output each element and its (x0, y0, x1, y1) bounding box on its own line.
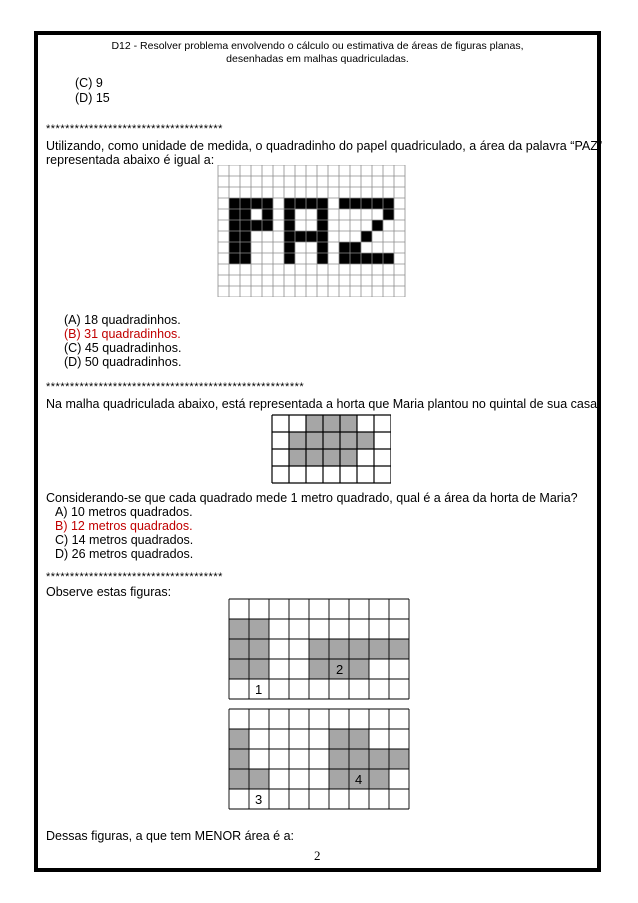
page-number: 2 (314, 848, 321, 863)
paz-letter-cell (339, 242, 350, 253)
figure-shaded-cell (349, 639, 369, 659)
horta-cell (323, 449, 340, 466)
paz-letter-cell (361, 231, 372, 242)
figure-shaded-cell (329, 749, 349, 769)
figure-shaded-cell (369, 749, 389, 769)
figure-shaded-cell (229, 729, 249, 749)
paz-letter-cell (284, 198, 295, 209)
figure-shaded-cell (349, 659, 369, 679)
paz-letter-cell (229, 198, 240, 209)
paz-letter-cell (306, 231, 317, 242)
paz-letter-cell (372, 220, 383, 231)
paz-letter-cell (229, 253, 240, 264)
horta-cell (306, 415, 323, 432)
horta-cell (340, 449, 357, 466)
paz-letter-cell (229, 242, 240, 253)
paz-letter-cell (240, 242, 251, 253)
paz-letter-cell (284, 242, 295, 253)
paz-letter-cell (317, 209, 328, 220)
paz-letter-cell (240, 220, 251, 231)
figure-shaded-cell (229, 749, 249, 769)
figures-1-2-grid (228, 597, 412, 701)
paz-letter-cell (295, 198, 306, 209)
paz-letter-cell (262, 220, 273, 231)
q1-option-c: (C) 45 quadradinhos. (64, 341, 182, 355)
figure-shaded-cell (309, 659, 329, 679)
horta-cell (340, 415, 357, 432)
paz-letter-cell (240, 253, 251, 264)
paz-letter-cell (317, 220, 328, 231)
paz-letter-cell (350, 253, 361, 264)
q2-option-a: A) 10 metros quadrados. (55, 505, 193, 519)
paz-letter-cell (240, 198, 251, 209)
q2-option-d: D) 26 metros quadrados. (55, 547, 194, 561)
paz-letter-cell (229, 231, 240, 242)
header-line-1: D12 - Resolver problema envolvendo o cálculo ou estimativa de áreas de figuras planas, (111, 40, 524, 52)
prev-option-d: (D) 15 (75, 91, 110, 105)
horta-cell (306, 449, 323, 466)
figure-label-2: 2 (336, 662, 344, 677)
paz-letter-cell (251, 198, 262, 209)
paz-letter-cell (372, 198, 383, 209)
horta-cell (340, 432, 357, 449)
separator-1: ************************************* (46, 123, 223, 135)
paz-letter-cell (372, 253, 383, 264)
figure-shaded-cell (229, 619, 249, 639)
paz-letter-cell (383, 253, 394, 264)
paz-letter-cell (317, 242, 328, 253)
q2-text: Na malha quadriculada abaixo, está representada a horta que Maria plantou no quintal de sua casa. (46, 397, 601, 411)
paz-letter-cell (350, 198, 361, 209)
paz-letter-cell (361, 253, 372, 264)
paz-letter-cell (383, 198, 394, 209)
separator-2: ****************************************************** (46, 381, 305, 393)
paz-letter-cell (262, 209, 273, 220)
q2-question: Considerando-se que cada quadrado mede 1 metro quadrado, qual é a área da horta de Maria? (46, 491, 578, 505)
horta-cell (357, 432, 374, 449)
paz-letter-cell (383, 209, 394, 220)
q2-option-b: B) 12 metros quadrados. (55, 519, 193, 533)
horta-cell (289, 432, 306, 449)
paz-letter-cell (229, 209, 240, 220)
paz-letter-cell (284, 253, 295, 264)
paz-letter-cell (262, 198, 273, 209)
figure-shaded-cell (329, 729, 349, 749)
paz-letter-cell (317, 231, 328, 242)
figure-label-4: 4 (355, 772, 363, 787)
separator-3: ************************************* (46, 571, 223, 583)
horta-cell (323, 432, 340, 449)
figure-shaded-cell (389, 639, 409, 659)
figure-shaded-cell (349, 729, 369, 749)
paz-letter-cell (284, 209, 295, 220)
figure-shaded-cell (249, 659, 269, 679)
figure-shaded-cell (229, 639, 249, 659)
figures-3-4-grid (228, 707, 412, 811)
paz-letter-cell (339, 198, 350, 209)
paz-letter-cell (350, 242, 361, 253)
paz-letter-cell (317, 253, 328, 264)
paz-letter-cell (361, 198, 372, 209)
horta-cell (289, 449, 306, 466)
paz-letter-cell (284, 220, 295, 231)
figure-shaded-cell (369, 639, 389, 659)
figure-shaded-cell (249, 619, 269, 639)
q3-text: Observe estas figuras: (46, 585, 172, 599)
figure-shaded-cell (229, 659, 249, 679)
paz-grid-figure (216, 165, 406, 297)
figure-shaded-cell (229, 769, 249, 789)
paz-letter-cell (339, 253, 350, 264)
figure-label-1: 1 (255, 682, 263, 697)
header-line-2: desenhadas em malhas quadriculadas. (226, 53, 409, 65)
paz-letter-cell (306, 198, 317, 209)
q2-option-c: C) 14 metros quadrados. (55, 533, 194, 547)
figure-shaded-cell (369, 769, 389, 789)
figure-label-3: 3 (255, 792, 263, 807)
horta-cell (323, 415, 340, 432)
horta-grid-figure (271, 414, 391, 486)
figure-shaded-cell (249, 769, 269, 789)
figure-shaded-cell (349, 749, 369, 769)
figure-shaded-cell (389, 749, 409, 769)
q3-question: Dessas figuras, a que tem MENOR área é a: (46, 829, 295, 843)
paz-letter-cell (284, 231, 295, 242)
paz-letter-cell (240, 209, 251, 220)
q1-option-a: (A) 18 quadradinhos. (64, 313, 181, 327)
paz-letter-cell (251, 220, 262, 231)
prev-option-c: (C) 9 (75, 76, 103, 90)
q1-option-d: (D) 50 quadradinhos. (64, 355, 182, 369)
paz-letter-cell (317, 198, 328, 209)
paz-letter-cell (229, 220, 240, 231)
paz-letter-cell (240, 231, 251, 242)
figure-shaded-cell (329, 769, 349, 789)
q1-option-b: (B) 31 quadradinhos. (64, 327, 181, 341)
paz-letter-cell (295, 231, 306, 242)
figure-shaded-cell (249, 639, 269, 659)
horta-cell (306, 432, 323, 449)
figure-shaded-cell (309, 639, 329, 659)
figure-shaded-cell (329, 639, 349, 659)
q1-text: Utilizando, como unidade de medida, o quadradinho do papel quadriculado, a área da palavra “PAZ” representada abaixo é igual a: (46, 139, 602, 167)
